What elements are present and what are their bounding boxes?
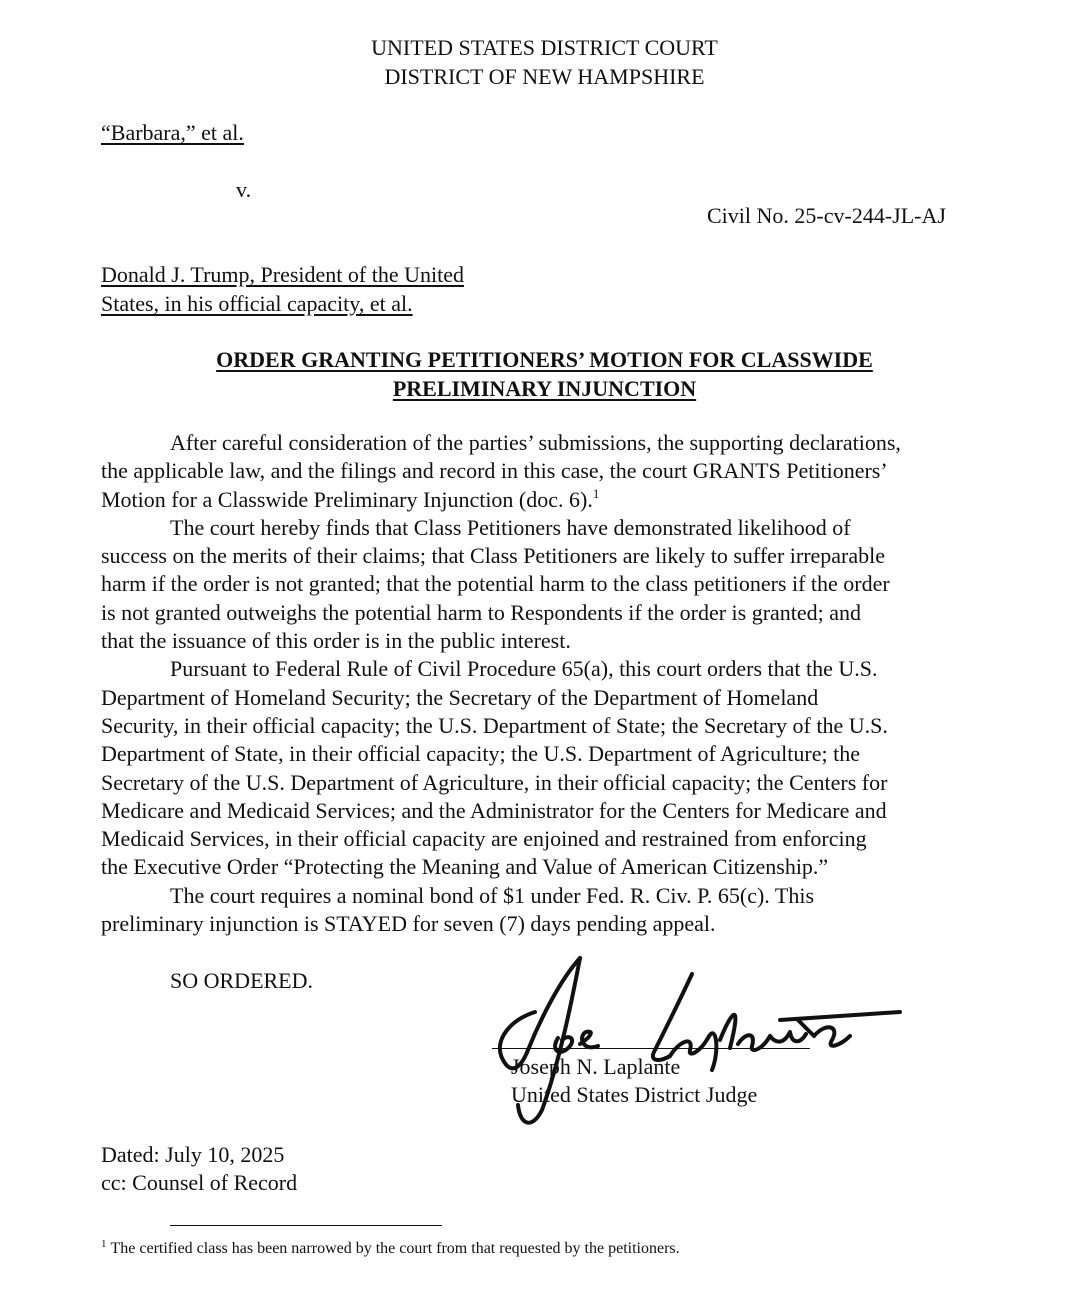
paragraph-grant [101, 429, 1001, 514]
order-title-line2: PRELIMINARY INJUNCTION [392, 376, 697, 401]
paragraph-line: Security, in their official capacity; the U.S. Department of State; the Secretary of the U.S. [101, 712, 888, 738]
paragraph-line: the applicable law, and the filings and record in this case, the court GRANTS Petitioners’ [101, 458, 888, 484]
order-body [101, 429, 1001, 938]
paragraph-line: preliminary injunction is STAYED for seven (7) days pending appeal. [101, 911, 716, 937]
plaintiff-caption: “Barbara,” et al. [101, 120, 244, 145]
paragraph-findings [101, 514, 1001, 655]
court-district: DISTRICT OF NEW HAMPSHIRE [384, 64, 705, 89]
paragraph-line: that the issuance of this order is in the public interest. [101, 628, 571, 654]
versus-label: v. [236, 177, 252, 202]
footnote-reference: 1 [592, 485, 600, 501]
paragraph-line: the Executive Order “Protecting the Meaning and Value of American Citizenship.” [101, 854, 829, 880]
paragraph-line: Medicare and Medicaid Services; and the Administrator for the Centers for Medicare and [101, 797, 887, 823]
dated-line: Dated: July 10, 2025 [101, 1142, 285, 1167]
footnote-divider [170, 1225, 442, 1226]
cc-line: cc: Counsel of Record [101, 1170, 298, 1195]
footnote-text: The certified class has been narrowed by the court from that requested by the petitioners. [110, 1240, 680, 1257]
paragraph-line [101, 486, 1001, 514]
paragraph-line: Secretary of the U.S. Department of Agriculture, in their official capacity; the Centers for [101, 769, 888, 795]
judge-title: United States District Judge [511, 1082, 758, 1107]
handwritten-signature [480, 940, 910, 1130]
defendant-caption-line1: Donald J. Trump, President of the United [101, 262, 464, 287]
paragraph-line: harm if the order is not granted; that the potential harm to the class petitioners if the order [101, 571, 890, 597]
footnote [101, 1240, 680, 1258]
paragraph-line: Pursuant to Federal Rule of Civil Procedure 65(a), this court orders that the U.S. [170, 656, 878, 682]
paragraph-line: Department of Homeland Security; the Secretary of the Department of Homeland [101, 684, 819, 710]
paragraph-line: The court hereby finds that Class Petitioners have demonstrated likelihood of [170, 514, 851, 540]
court-name: UNITED STATES DISTRICT COURT [371, 35, 718, 60]
paragraph-line: is not granted outweighs the potential harm to Respondents if the order is granted; and [101, 599, 862, 625]
paragraph-line: Medicaid Services, in their official capacity are enjoined and restrained from enforcing [101, 826, 867, 852]
court-header [0, 33, 1089, 91]
order-title-line1: ORDER GRANTING PETITIONERS’ MOTION FOR CLASSWIDE [216, 347, 873, 372]
order-title [0, 345, 1089, 403]
paragraph-line-text: Motion for a Classwide Preliminary Injunction (doc. 6). [101, 486, 593, 512]
paragraph-line: After careful consideration of the parties’ submissions, the supporting declarations, [170, 430, 901, 455]
defendant-caption-line2: States, in his official capacity, et al. [101, 291, 413, 316]
footnote-marker: 1 [101, 1238, 107, 1250]
paragraph-line: success on the merits of their claims; that Class Petitioners are likely to suffer irreparable [101, 543, 886, 569]
judge-name: Joseph N. Laplante [511, 1054, 681, 1079]
paragraph-line: Department of State, in their official capacity; the U.S. Department of Agriculture; the [101, 741, 860, 767]
paragraph-bond [101, 882, 1001, 939]
paragraph-injunction [101, 655, 1001, 881]
civil-number: Civil No. 25-cv-244-JL-AJ [707, 203, 946, 228]
so-ordered: SO ORDERED. [170, 968, 314, 993]
paragraph-line: The court requires a nominal bond of $1 under Fed. R. Civ. P. 65(c). This [170, 882, 815, 908]
